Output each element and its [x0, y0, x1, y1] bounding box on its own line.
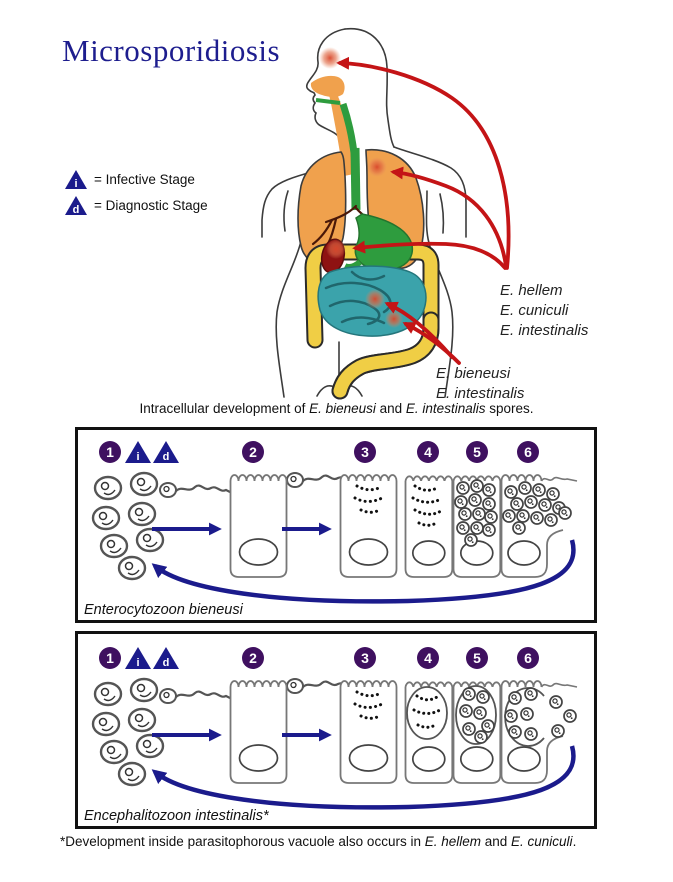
panel1-host-cell-stage3: [341, 475, 397, 577]
legend-diagnostic-label: = Diagnostic Stage: [94, 198, 208, 213]
panel2-spore-cluster: [93, 679, 163, 785]
svg-text:2: 2: [249, 650, 257, 666]
svg-text:i: i: [136, 657, 140, 669]
svg-text:d: d: [162, 451, 170, 463]
svg-text:1: 1: [106, 650, 114, 666]
panel1-stage-markers: [99, 441, 539, 463]
svg-text:6: 6: [524, 444, 532, 460]
svg-text:3: 3: [361, 650, 369, 666]
human-body-diagram: [230, 15, 673, 405]
panel2-stage-markers: [99, 647, 539, 669]
svg-text:5: 5: [473, 650, 481, 666]
caption-and: and: [375, 401, 406, 416]
diagnostic-stage-triangle-icon: [64, 195, 88, 216]
lower-species-labels: [436, 364, 524, 404]
caption-text: Intracellular development of: [139, 401, 310, 416]
panel2-host-cell-stage2: [231, 681, 287, 783]
caption-species1: E. bieneusi: [309, 401, 376, 416]
caption-species2: E. intestinalis: [405, 401, 486, 416]
panel2-vacuole-meronts: [407, 687, 447, 739]
footnote-species2: E. cuniculi: [511, 834, 573, 849]
footnote: [60, 834, 576, 849]
svg-text:3: 3: [361, 444, 369, 460]
svg-text:4: 4: [424, 650, 432, 666]
footnote-and: and: [481, 834, 512, 849]
lesion-lung: [367, 157, 387, 177]
svg-text:i: i: [74, 178, 78, 190]
species-e-intestinalis-2: E. intestinalis: [436, 385, 525, 402]
legend: [64, 169, 208, 216]
legend-diagnostic-row: [64, 195, 208, 216]
svg-text:5: 5: [473, 444, 481, 460]
lesion-eye: [319, 47, 341, 69]
footnote-text: *Development inside parasitophorous vacuole also occurs in: [60, 834, 425, 849]
caption-suffix: spores.: [485, 401, 534, 416]
lesion-small-intestine: [365, 289, 385, 309]
panel-enterocytozoon-bieneusi: [75, 427, 597, 623]
svg-text:1: 1: [106, 444, 114, 460]
panel1-host-cell-stage2: [231, 475, 287, 577]
panel1-infective-triangle-icon: [125, 441, 151, 463]
svg-text:4: 4: [424, 444, 432, 460]
species-e-bieneusi: E. bieneusi: [436, 365, 511, 382]
panel2-host-cell-stage3: [341, 681, 397, 783]
panel2-ruptured-vacuole-spores: [505, 688, 576, 746]
species-e-intestinalis: E. intestinalis: [500, 322, 589, 339]
panel2-diagram: [78, 634, 594, 826]
panel1-diagnostic-triangle-icon: [153, 441, 179, 463]
species-e-hellem: E. hellem: [500, 282, 563, 299]
svg-text:2: 2: [249, 444, 257, 460]
panel1-diagram: [78, 430, 594, 620]
svg-text:d: d: [72, 204, 80, 216]
page-title: Microsporidiosis: [62, 33, 281, 68]
footnote-period: .: [572, 834, 577, 849]
svg-text:6: 6: [524, 650, 532, 666]
legend-infective-label: = Infective Stage: [94, 172, 195, 187]
panel2-vacuole-spores: [456, 686, 496, 744]
panel2-spore-polar-tubule-1: [160, 689, 232, 703]
legend-infective-row: [64, 169, 208, 190]
species-e-cuniculi: E. cuniculi: [500, 302, 569, 319]
lesion-gallbladder: [326, 239, 346, 259]
panel2-infective-triangle-icon: [125, 647, 151, 669]
infective-stage-triangle-icon: [64, 169, 88, 190]
panel1-spore-polar-tubule-1: [160, 483, 232, 497]
trachea-organ: [355, 148, 356, 210]
panel1-label: Enterocytozoon bieneusi: [84, 602, 243, 618]
svg-text:i: i: [136, 451, 140, 463]
footnote-species1: E. hellem: [424, 834, 481, 849]
upper-species-labels: [500, 281, 588, 341]
panel-encephalitozoon-intestinalis: [75, 631, 597, 829]
panels-caption: [0, 401, 673, 416]
panel2-diagnostic-triangle-icon: [153, 647, 179, 669]
panel2-label: Encephalitozoon intestinalis*: [84, 808, 269, 824]
panel1-spore-cluster: [93, 473, 163, 579]
svg-text:d: d: [162, 657, 170, 669]
